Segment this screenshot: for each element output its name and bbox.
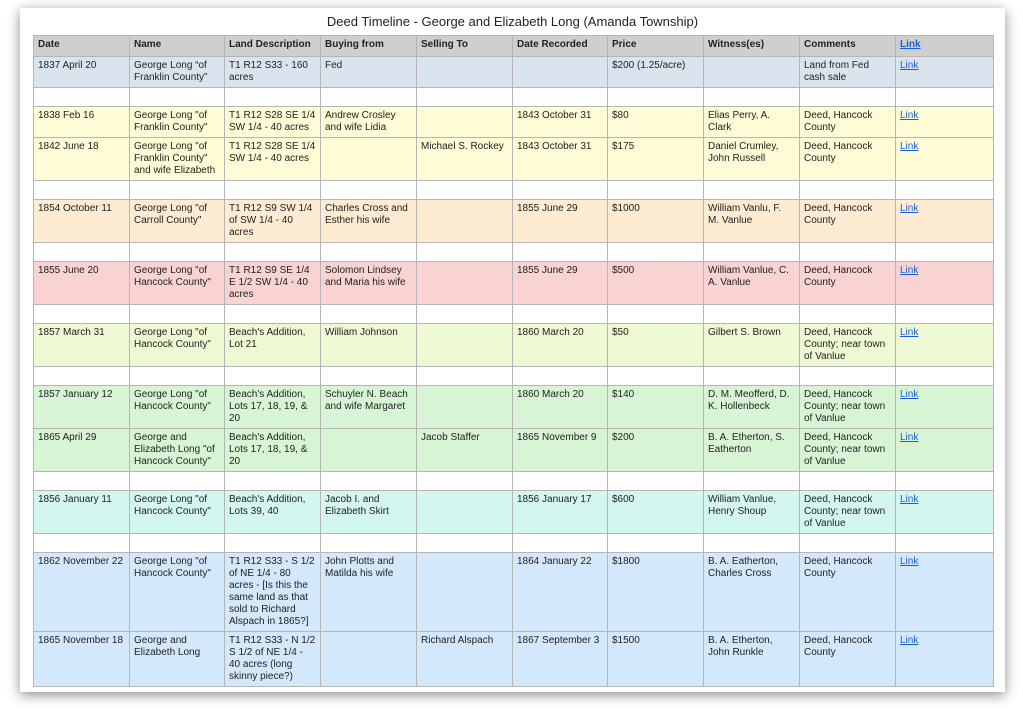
- empty-cell: [513, 534, 608, 553]
- cell-comments: Deed, Hancock County; near town of Vanlue: [800, 386, 896, 429]
- cell-comments: Deed, Hancock County; near town of Vanlue: [800, 324, 896, 367]
- empty-cell: [130, 367, 225, 386]
- cell-selling-to: [417, 324, 513, 367]
- empty-cell: [130, 88, 225, 107]
- cell-date: 1865 November 18: [34, 632, 130, 687]
- empty-cell: [321, 181, 417, 200]
- cell-price: $200 (1.25/acre): [608, 57, 704, 88]
- empty-cell: [513, 367, 608, 386]
- cell-buying-from: William Johnson: [321, 324, 417, 367]
- cell-price: $1000: [608, 200, 704, 243]
- deed-link[interactable]: Link: [900, 556, 919, 567]
- deed-link[interactable]: Link: [900, 265, 919, 276]
- empty-cell: [800, 534, 896, 553]
- table-row: [34, 107, 994, 138]
- cell-name: George Long "of Franklin County": [130, 107, 225, 138]
- empty-cell: [896, 367, 994, 386]
- empty-cell: [800, 243, 896, 262]
- cell-link: [896, 491, 994, 534]
- cell-selling-to: [417, 553, 513, 632]
- column-header-date: Date: [34, 36, 130, 57]
- cell-date-recorded: 1856 January 17: [513, 491, 608, 534]
- cell-name: George Long “of Franklin County”: [130, 57, 225, 88]
- cell-selling-to: [417, 57, 513, 88]
- empty-cell: [800, 367, 896, 386]
- empty-cell: [608, 305, 704, 324]
- cell-date-recorded: 1843 October 31: [513, 138, 608, 181]
- table-row: [34, 632, 994, 687]
- empty-cell: [704, 181, 800, 200]
- cell-buying-from: Andrew Crosley and wife Lidia: [321, 107, 417, 138]
- column-header-buying-from: Buying from: [321, 36, 417, 57]
- table-body: [34, 57, 994, 687]
- empty-cell: [800, 88, 896, 107]
- empty-cell: [34, 305, 130, 324]
- cell-date: 1838 Feb 16: [34, 107, 130, 138]
- empty-cell: [130, 534, 225, 553]
- empty-cell: [800, 181, 896, 200]
- table-row: [34, 324, 994, 367]
- empty-cell: [704, 472, 800, 491]
- empty-cell: [417, 305, 513, 324]
- cell-link: [896, 324, 994, 367]
- cell-price: $1500: [608, 632, 704, 687]
- table-row: [34, 262, 994, 305]
- empty-cell: [513, 472, 608, 491]
- table-row: [34, 386, 994, 429]
- cell-price: $80: [608, 107, 704, 138]
- cell-witnesses: William Vanlue, C. A. Vanlue: [704, 262, 800, 305]
- empty-cell: [800, 472, 896, 491]
- cell-date: 1837 April 20: [34, 57, 130, 88]
- cell-buying-from: Charles Cross and Esther his wife: [321, 200, 417, 243]
- column-header-date-recorded: Date Recorded: [513, 36, 608, 57]
- column-header-witnesses: Witness(es): [704, 36, 800, 57]
- cell-comments: Deed, Hancock County; near town of Vanlue: [800, 429, 896, 472]
- deed-link[interactable]: Link: [900, 494, 919, 505]
- table-row: [34, 57, 994, 88]
- cell-date: 1856 January 11: [34, 491, 130, 534]
- column-header-land-description: Land Description: [225, 36, 321, 57]
- empty-cell: [896, 305, 994, 324]
- empty-cell: [704, 88, 800, 107]
- empty-cell: [225, 243, 321, 262]
- empty-cell: [417, 243, 513, 262]
- cell-selling-to: [417, 386, 513, 429]
- cell-selling-to: Michael S. Rockey: [417, 138, 513, 181]
- cell-name: George Long "of Hancock County": [130, 262, 225, 305]
- empty-cell: [34, 181, 130, 200]
- empty-cell: [34, 243, 130, 262]
- empty-cell: [34, 88, 130, 107]
- empty-cell: [704, 243, 800, 262]
- empty-cell: [225, 88, 321, 107]
- cell-comments: Deed, Hancock County; near town of Vanlue: [800, 491, 896, 534]
- empty-cell: [417, 88, 513, 107]
- cell-date-recorded: 1865 November 9: [513, 429, 608, 472]
- empty-cell: [513, 243, 608, 262]
- cell-land-description: T1 R12 S33 - S 1/2 of NE 1/4 - 80 acres - [Is this the same land as that sold to Richard Alspach in 1865?]: [225, 553, 321, 632]
- empty-cell: [417, 367, 513, 386]
- empty-cell: [321, 534, 417, 553]
- empty-cell: [896, 472, 994, 491]
- cell-date: 1857 January 12: [34, 386, 130, 429]
- cell-witnesses: Daniel Crumley, John Russell: [704, 138, 800, 181]
- cell-link: [896, 107, 994, 138]
- deed-link[interactable]: Link: [900, 635, 919, 646]
- table-row: [34, 491, 994, 534]
- cell-land-description: T1 R12 S28 SE 1/4 SW 1/4 - 40 acres: [225, 107, 321, 138]
- empty-cell: [34, 472, 130, 491]
- column-header-price: Price: [608, 36, 704, 57]
- spacer-row: [34, 367, 994, 386]
- cell-witnesses: Elias Perry, A. Clark: [704, 107, 800, 138]
- deed-link[interactable]: Link: [900, 327, 919, 338]
- spacer-row: [34, 243, 994, 262]
- empty-cell: [225, 534, 321, 553]
- empty-cell: [225, 305, 321, 324]
- column-header-selling-to: Selling To: [417, 36, 513, 57]
- cell-buying-from: Jacob I. and Elizabeth Skirt: [321, 491, 417, 534]
- cell-name: George Long "of Franklin County" and wife Elizabeth: [130, 138, 225, 181]
- empty-cell: [417, 181, 513, 200]
- cell-price: $140: [608, 386, 704, 429]
- cell-selling-to: [417, 107, 513, 138]
- deed-link[interactable]: Link: [900, 389, 919, 400]
- cell-date-recorded: 1860 March 20: [513, 324, 608, 367]
- deed-link[interactable]: Link: [900, 432, 919, 443]
- spacer-row: [34, 534, 994, 553]
- column-header-comments: Comments: [800, 36, 896, 57]
- empty-cell: [321, 243, 417, 262]
- empty-cell: [608, 367, 704, 386]
- empty-cell: [130, 472, 225, 491]
- cell-name: George Long "of Hancock County": [130, 324, 225, 367]
- cell-price: $600: [608, 491, 704, 534]
- header-link[interactable]: Link: [900, 39, 921, 50]
- cell-link: [896, 429, 994, 472]
- empty-cell: [130, 305, 225, 324]
- deed-link[interactable]: Link: [900, 110, 919, 121]
- cell-selling-to: Richard Alspach: [417, 632, 513, 687]
- cell-land-description: Beach's Addition, Lots 17, 18, 19, & 20: [225, 429, 321, 472]
- empty-cell: [321, 367, 417, 386]
- cell-link: [896, 200, 994, 243]
- empty-cell: [225, 181, 321, 200]
- deed-link[interactable]: Link: [900, 141, 919, 152]
- spacer-row: [34, 472, 994, 491]
- cell-witnesses: Gilbert S. Brown: [704, 324, 800, 367]
- cell-date: 1865 April 29: [34, 429, 130, 472]
- empty-cell: [321, 88, 417, 107]
- cell-selling-to: [417, 200, 513, 243]
- cell-comments: Deed, Hancock County: [800, 632, 896, 687]
- empty-cell: [321, 305, 417, 324]
- empty-cell: [513, 305, 608, 324]
- empty-cell: [130, 243, 225, 262]
- empty-cell: [608, 243, 704, 262]
- cell-link: [896, 262, 994, 305]
- cell-buying-from: [321, 429, 417, 472]
- empty-cell: [800, 305, 896, 324]
- cell-date-recorded: 1864 January 22: [513, 553, 608, 632]
- cell-witnesses: D. M. Meofferd, D. K. Hollenbeck: [704, 386, 800, 429]
- cell-witnesses: B. A. Etherton, S. Eatherton: [704, 429, 800, 472]
- cell-date-recorded: 1843 October 31: [513, 107, 608, 138]
- spacer-row: [34, 305, 994, 324]
- cell-comments: Land from Fed cash sale: [800, 57, 896, 88]
- cell-link: [896, 632, 994, 687]
- cell-selling-to: Jacob Staffer: [417, 429, 513, 472]
- cell-date: 1854 October 11: [34, 200, 130, 243]
- cell-link: [896, 553, 994, 632]
- cell-date-recorded: 1860 March 20: [513, 386, 608, 429]
- empty-cell: [34, 367, 130, 386]
- cell-name: George Long "of Hancock County": [130, 491, 225, 534]
- cell-comments: Deed, Hancock County: [800, 107, 896, 138]
- deed-timeline-table: [33, 35, 994, 687]
- empty-cell: [608, 472, 704, 491]
- empty-cell: [513, 181, 608, 200]
- cell-date: 1842 June 18: [34, 138, 130, 181]
- cell-link: [896, 138, 994, 181]
- cell-name: George Long "of Hancock County": [130, 553, 225, 632]
- cell-link: [896, 386, 994, 429]
- header-row: [34, 36, 994, 57]
- cell-link: [896, 57, 994, 88]
- cell-comments: Deed, Hancock County: [800, 138, 896, 181]
- cell-land-description: T1 R12 S33 - N 1/2 S 1/2 of NE 1/4 - 40 acres (long skinny piece?): [225, 632, 321, 687]
- cell-buying-from: [321, 632, 417, 687]
- cell-selling-to: [417, 491, 513, 534]
- cell-date: 1857 March 31: [34, 324, 130, 367]
- cell-date-recorded: 1855 June 29: [513, 262, 608, 305]
- cell-land-description: Beach's Addition, Lots 17, 18, 19, & 20: [225, 386, 321, 429]
- cell-buying-from: Fed: [321, 57, 417, 88]
- empty-cell: [417, 472, 513, 491]
- cell-witnesses: William Vanlue, Henry Shoup: [704, 491, 800, 534]
- cell-comments: Deed, Hancock County: [800, 553, 896, 632]
- cell-buying-from: John Plotts and Matilda his wife: [321, 553, 417, 632]
- spacer-row: [34, 88, 994, 107]
- table-row: [34, 200, 994, 243]
- empty-cell: [608, 181, 704, 200]
- cell-selling-to: [417, 262, 513, 305]
- cell-land-description: T1 R12 S33 - 160 acres: [225, 57, 321, 88]
- cell-price: $175: [608, 138, 704, 181]
- empty-cell: [704, 305, 800, 324]
- cell-comments: Deed, Hancock County: [800, 200, 896, 243]
- empty-cell: [608, 534, 704, 553]
- cell-date-recorded: 1867 September 3: [513, 632, 608, 687]
- empty-cell: [34, 534, 130, 553]
- cell-price: $50: [608, 324, 704, 367]
- cell-land-description: Beach's Addition, Lot 21: [225, 324, 321, 367]
- cell-witnesses: [704, 57, 800, 88]
- cell-price: $500: [608, 262, 704, 305]
- cell-price: $200: [608, 429, 704, 472]
- empty-cell: [896, 181, 994, 200]
- cell-land-description: T1 R12 S9 SE 1/4 E 1/2 SW 1/4 - 40 acres: [225, 262, 321, 305]
- empty-cell: [130, 181, 225, 200]
- empty-cell: [225, 367, 321, 386]
- cell-name: George and Elizabeth Long: [130, 632, 225, 687]
- cell-land-description: Beach's Addition, Lots 39, 40: [225, 491, 321, 534]
- empty-cell: [608, 88, 704, 107]
- empty-cell: [417, 534, 513, 553]
- deed-link[interactable]: Link: [900, 203, 919, 214]
- cell-comments: Deed, Hancock County: [800, 262, 896, 305]
- cell-name: George Long "of Hancock County": [130, 386, 225, 429]
- deed-link[interactable]: Link: [900, 60, 919, 71]
- empty-cell: [513, 88, 608, 107]
- cell-witnesses: B. A. Etherton, John Runkle: [704, 632, 800, 687]
- empty-cell: [704, 534, 800, 553]
- column-header-name: Name: [130, 36, 225, 57]
- spacer-row: [34, 181, 994, 200]
- empty-cell: [896, 243, 994, 262]
- cell-witnesses: B. A. Eatherton, Charles Cross: [704, 553, 800, 632]
- empty-cell: [225, 472, 321, 491]
- cell-buying-from: [321, 138, 417, 181]
- column-header-link: [896, 36, 994, 57]
- cell-land-description: T1 R12 S28 SE 1/4 SW 1/4 - 40 acres: [225, 138, 321, 181]
- cell-buying-from: Solomon Lindsey and Maria his wife: [321, 262, 417, 305]
- cell-date-recorded: [513, 57, 608, 88]
- empty-cell: [704, 367, 800, 386]
- cell-name: George and Elizabeth Long "of Hancock County": [130, 429, 225, 472]
- table-row: [34, 429, 994, 472]
- cell-date-recorded: 1855 June 29: [513, 200, 608, 243]
- cell-date: 1862 November 22: [34, 553, 130, 632]
- cell-date: 1855 June 20: [34, 262, 130, 305]
- cell-buying-from: Schuyler N. Beach and wife Margaret: [321, 386, 417, 429]
- cell-price: $1800: [608, 553, 704, 632]
- cell-name: George Long "of Carroll County": [130, 200, 225, 243]
- empty-cell: [896, 88, 994, 107]
- cell-land-description: T1 R12 S9 SW 1/4 of SW 1/4 - 40 acres: [225, 200, 321, 243]
- sheet-title: Deed Timeline - George and Elizabeth Long (Amanda Township): [326, 14, 699, 29]
- empty-cell: [321, 472, 417, 491]
- table-row: [34, 138, 994, 181]
- empty-cell: [896, 534, 994, 553]
- table-row: [34, 553, 994, 632]
- spreadsheet-page: [20, 8, 1005, 692]
- cell-witnesses: William Vanlu, F. M. Vanlue: [704, 200, 800, 243]
